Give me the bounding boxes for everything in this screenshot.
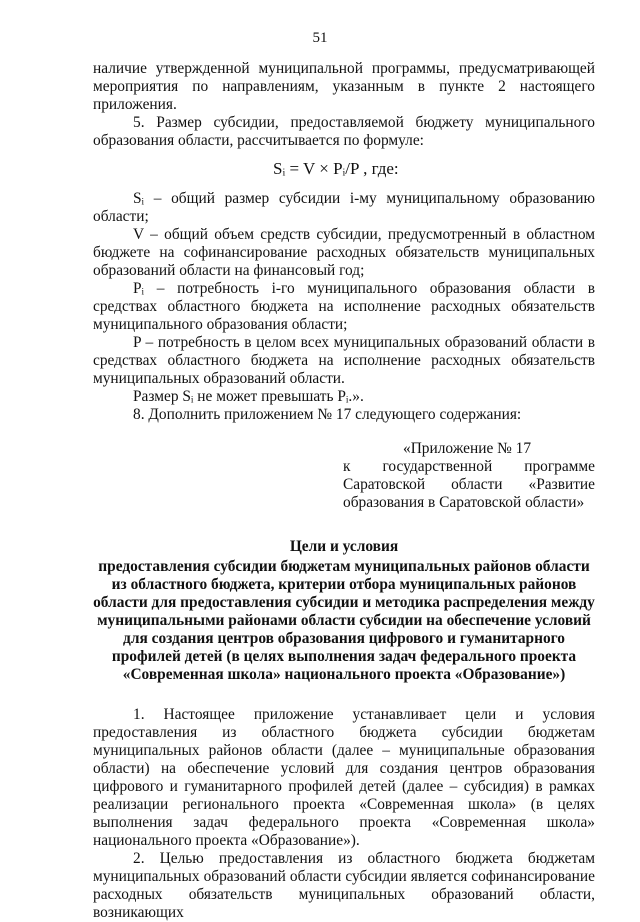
appendix-title: «Приложение № 17: [403, 440, 532, 457]
page-body: [93, 60, 595, 922]
item-5-paragraph: 5. Размер субсидии, предоставляемой бюджету муниципального образования области, рассчитывается по формуле:: [93, 114, 595, 149]
formula: Sᵢ = V × Pᵢ/P , где:: [273, 159, 399, 178]
heading-title: Цели и условия: [289, 538, 399, 555]
heading-subtitle: предоставления субсидии бюджетам муниципальных районов области из областного бюджета, критерии отбора муниципальных районов области для предоставления субсидии и методика распределения между муниципальными районами области субсидии на обеспечение условий для создания центров образования цифрового и гуманитарного профилей детей (в целях выполнения задач федерального проекта «Современная школа» национального проекта «Образование»): [93, 558, 595, 683]
definition-p: P – потребность в целом всех муниципальных образований области в средствах областного бюджета на исполнение расходных обязательств муниципальных образований области.: [93, 334, 595, 387]
page-number: 51: [312, 30, 328, 46]
section-heading: [93, 538, 595, 684]
item-8-paragraph: 8. Дополнить приложением № 17 следующего содержания:: [133, 406, 522, 423]
definition-v: V – общий объем средств субсидии, предусмотренный в областном бюджете на софинансирование расходных обязательств муниципальных образований области на финансовый год;: [93, 226, 595, 279]
section-1-paragraph: 1. Настоящее приложение устанавливает цели и условия предоставления из областного бюджета субсидии бюджетам муниципальных районов области (далее – муниципальные образования области) на обеспечение условий для создания центров образования цифрового и гуманитарного профилей детей (далее – субсидия) в рамках реализации регионального проекта «Современная школа» (в целях выполнения задач федерального проекта «Современная школа» национального проекта «Образование»).: [93, 706, 595, 849]
limit-paragraph: Размер Sᵢ не может превышать Pᵢ.».: [133, 388, 364, 405]
section-2-paragraph: 2. Целью предоставления из областного бюджета бюджетам муниципальных образований области субсидии является софинансирование расходных обязательств муниципальных образований области, возникающих: [93, 850, 595, 921]
intro-paragraph: наличие утвержденной муниципальной программы, предусматривающей мероприятия по направлениям, указанным в пункте 2 настоящего приложения.: [93, 60, 595, 113]
appendix-block: [343, 440, 595, 512]
definition-pi: Pᵢ – потребность i-го муниципального образования области в средствах областного бюджета на исполнение расходных обязательств муниципального образования области;: [93, 280, 595, 333]
appendix-reference: к государственной программе Саратовской области «Развитие образования в Саратовской области»: [343, 458, 595, 511]
definition-s: Sᵢ – общий размер субсидии i-му муниципальному образованию области;: [93, 190, 595, 225]
